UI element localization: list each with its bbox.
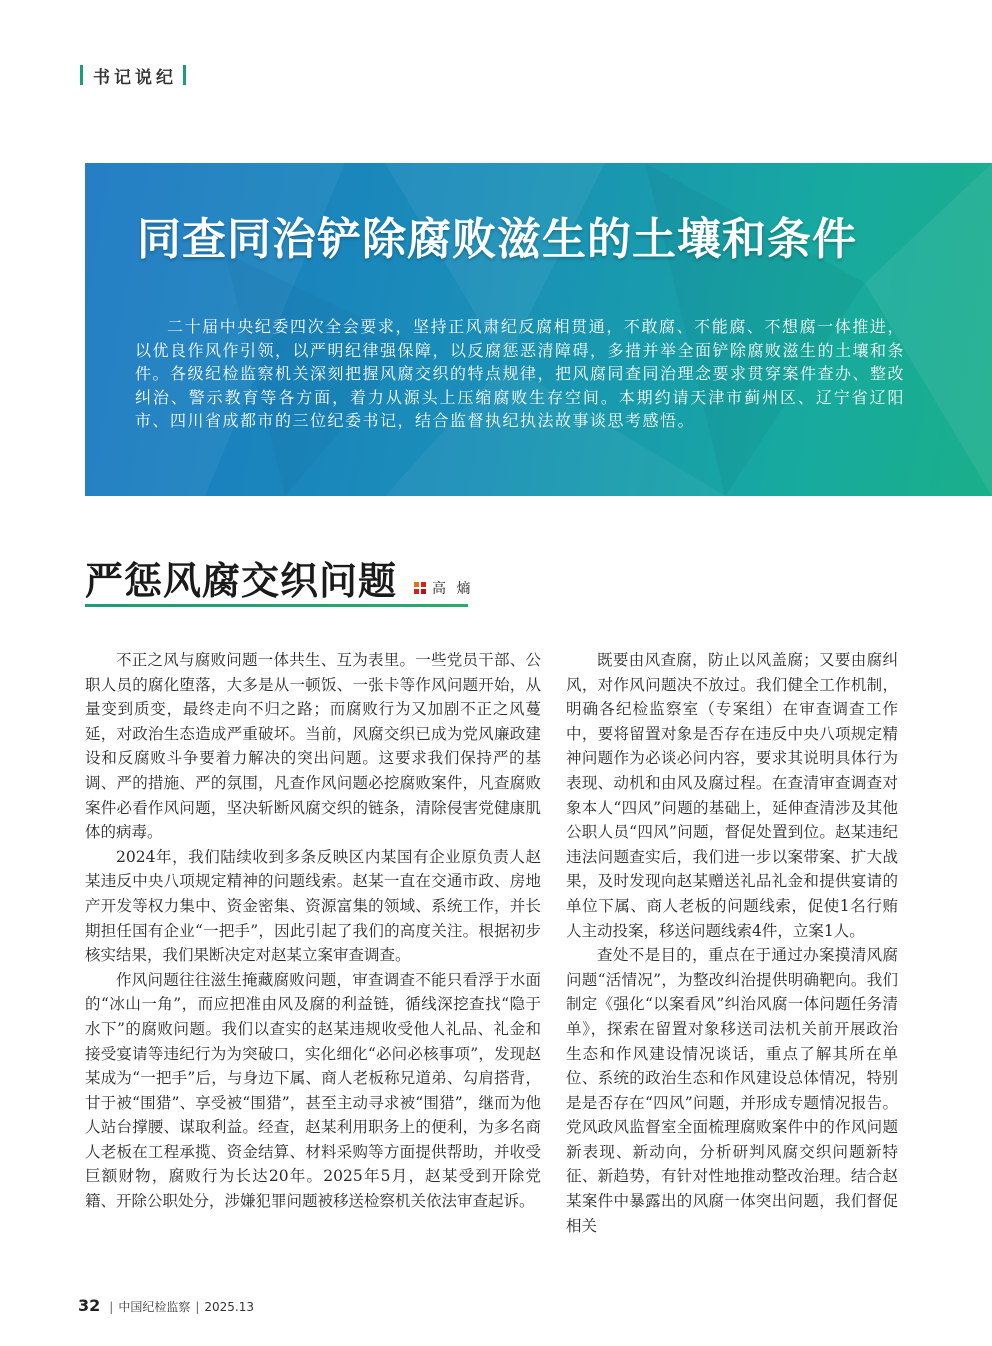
magazine-name: 中国纪检监察 [118, 1300, 191, 1314]
column-tag-bar-left [80, 65, 83, 85]
byline-squares-icon [414, 582, 426, 594]
footer-separator: | [109, 1300, 114, 1314]
author-byline [414, 578, 473, 598]
paragraph: 不正之风与腐败问题一体共生、互为表里。一些党员干部、公职人员的腐化堕落，大多是从一顿饭、一张卡等作风问题开始，从量变到质变，最终走向不归之路；而腐败行为又加剧不正之风蔓延，对政治生态造成严重破坏。当前，风腐交织已成为党风廉政建设和反腐败斗争要着力解决的突出问题。这要求我们保持严的基调、严的措施、严的氛围，凡查作风问题必挖腐败案件，凡查腐败案件必看作风问题，坚决斩断风腐交织的链条，清除侵害党健康肌体的病毒。 [85, 651, 541, 842]
article-title: 严惩风腐交织问题 [85, 559, 398, 603]
paragraph: 2024年，我们陆续收到多条反映区内某国有企业原负责人赵某违反中央八项规定精神的问题线索。赵某一直在交通市政、房地产开发等权力集中、资金密集、资源富集的领域、系统工作，并长期担任国有企业“一把手”，因此引起了我们的高度关注。根据初步核实结果，我们果断决定对赵某立案审查调查。 [85, 847, 541, 965]
column-tag-bar-right [183, 65, 186, 85]
paragraph: 既要由风查腐，防止以风盖腐；又要由腐纠风，对作风问题决不放过。我们健全工作机制，明确各纪检监察室（专案组）在审查调查工作中，要将留置对象是否存在违反中央八项规定精神问题作为必谈必问内容，要求其说明具体行为表现、动机和由风及腐过程。在查清审查调查对象本人“四风”问题的基础上，延伸查清涉及其他公职人员“四风”问题，督促处置到位。赵某违纪违法问题查实后，我们进一步以案带案、扩大战果，及时发现向赵某赠送礼品礼金和提供宴请的单位下属、商人老板的问题线索，促使1名行贿人主动投案，移送问题线索4件，立案1人。 [566, 651, 898, 940]
author-name: 高 熵 [432, 581, 474, 597]
body-column-right [566, 648, 898, 1238]
feature-intro: 二十届中央纪委四次全会要求，坚持正风肃纪反腐相贯通，不敢腐、不能腐、不想腐一体推进，以优良作风作引领，以严明纪律强保障，以反腐惩恶清障碍，多措并举全面铲除腐败滋生的土壤和条件。各级纪检监察机关深刻把握风腐交织的特点规律，把风腐同查同治理念要求贯穿案件查办、整改纠治、警示教育等各方面，着力从源头上压缩腐败生存空间。本期约请天津市蓟州区、辽宁省辽阳市、四川省成都市的三位纪委书记，结合监督执纪执法故事谈思考感悟。 [135, 317, 906, 430]
paragraph: 作风问题往往滋生掩藏腐败问题，审查调查不能只看浮于水面的“冰山一角”，而应把准由风及腐的利益链，循线深挖查找“隐于水下”的腐败问题。我们以查实的赵某违规收受他人礼品、礼金和接受宴请等违纪行为为突破口，实化细化“必问必核事项”，发现赵某成为“一把手”后，与身边下属、商人老板称兄道弟、勾肩搭背，甘于被“围猎”、享受被“围猎”，甚至主动寻求被“围猎”，继而为他人站台撑腰、谋取利益。经查，赵某利用职务上的便利，为多名商人老板在工程承揽、资金结算、材料采购等方面提供帮助，并收受巨额财物，腐败行为长达20年。2025年5月，赵某受到开除党籍、开除公职处分，涉嫌犯罪问题被移送检察机关依法审查起诉。 [85, 970, 541, 1211]
feature-title: 同查同治铲除腐败滋生的土壤和条件 [137, 214, 857, 265]
paragraph: 查处不是目的，重点在于通过办案摸清风腐问题“活情况”，为整改纠治提供明确靶向。我们制定《强化“以案看风”纠治风腐一体问题任务清单》，探索在留置对象移送司法机关前开展政治生态和作风建设情况谈话，重点了解其所在单位、系统的政治生态和作风建设总体情况，特别是是否存在“四风”问题，并形成专题情况报告。党风政风监督室全面梳理腐败案件中的作风问题新表现、新动向，分析研判风腐交织问题新特征、新趋势，有针对性地推动整改治理。结合赵某案件中暴露出的风腐一体突出问题，我们督促相关 [566, 946, 898, 1235]
body-column-left [85, 648, 541, 1214]
page-footer [78, 1296, 254, 1315]
column-tag [80, 62, 186, 88]
issue-number: 2025.13 [204, 1300, 254, 1314]
column-label: 书记说纪 [93, 67, 177, 88]
feature-banner [85, 163, 992, 496]
footer-separator: | [195, 1300, 200, 1314]
title-underline [85, 604, 468, 607]
page-number: 32 [78, 1296, 101, 1315]
